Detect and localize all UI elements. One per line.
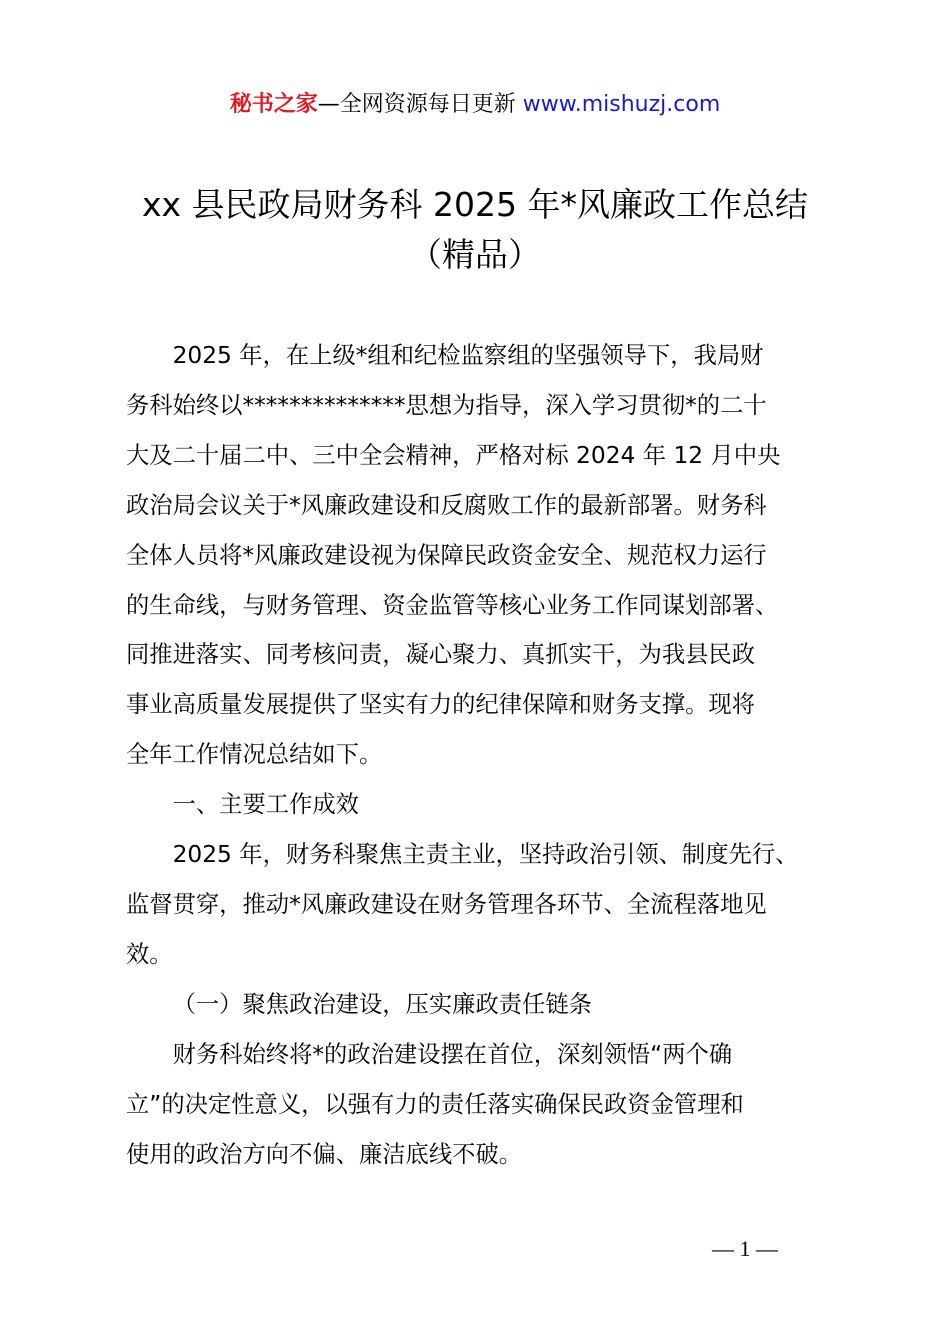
text-line: 全体人员将*风廉政建设视为保障民政资金安全、规范权力运行 [126, 541, 767, 569]
text-line: 财务科始终将*的政治建设摆在首位，深刻领悟“两个确 [172, 1040, 733, 1068]
section-heading-1 [126, 780, 836, 830]
text-line: 使用的政治方向不偏、廉洁底线不破。 [126, 1140, 523, 1168]
subsection-heading-1 [126, 980, 836, 1030]
text-line: 全年工作情况总结如下。 [126, 741, 383, 769]
text-line: 大及二十届二中、三中全会精神，严格对标 2024 年 12 月中央 [126, 441, 781, 469]
document-body [126, 331, 836, 1179]
heading-text: （一）聚焦政治建设，压实廉政责任链条 [172, 990, 592, 1018]
page-number: — 1 — [712, 1236, 778, 1261]
site-url[interactable]: www.mishuzj.com [522, 92, 721, 117]
text-line: 政治局会议关于*风廉政建设和反腐败工作的最新部署。财务科 [126, 491, 767, 519]
text-line: 立”的决定性意义，以强有力的责任落实确保民政资金管理和 [126, 1090, 744, 1118]
text-line: 2025 年，财务科聚焦主责主业，坚持政治引领、制度先行、 [172, 841, 799, 869]
site-banner [0, 86, 950, 124]
text-line: 监督贯穿，推动*风廉政建设在财务管理各环节、全流程落地见 [126, 890, 767, 918]
document-title [60, 180, 890, 280]
title-line-1: xx 县民政局财务科 2025 年*风廉政工作总结 [141, 185, 808, 224]
text-line: 同推进落实、同考核问责，凝心聚力、真抓实干，为我县民政 [126, 641, 756, 669]
text-line: 的生命线，与财务管理、资金监管等核心业务工作同谋划部署、 [126, 591, 779, 619]
text-line: 事业高质量发展提供了坚实有力的纪律保障和财务支撑。现将 [126, 691, 756, 719]
slogan: —全网资源每日更新 [317, 92, 523, 117]
section-1-paragraph [126, 830, 836, 980]
text-line: 2025 年，在上级*组和纪检监察组的坚强领导下，我局财 [172, 342, 764, 369]
subsection-1-paragraph [126, 1030, 836, 1180]
text-line: 务科始终以**************思想为指导，深入学习贯彻*的二十 [126, 391, 767, 419]
heading-text: 一、主要工作成效 [172, 791, 359, 819]
title-line-2: （精品） [409, 235, 541, 274]
brand-name: 秘书之家 [229, 92, 318, 117]
intro-paragraph [126, 331, 836, 780]
text-line: 效。 [126, 940, 173, 968]
